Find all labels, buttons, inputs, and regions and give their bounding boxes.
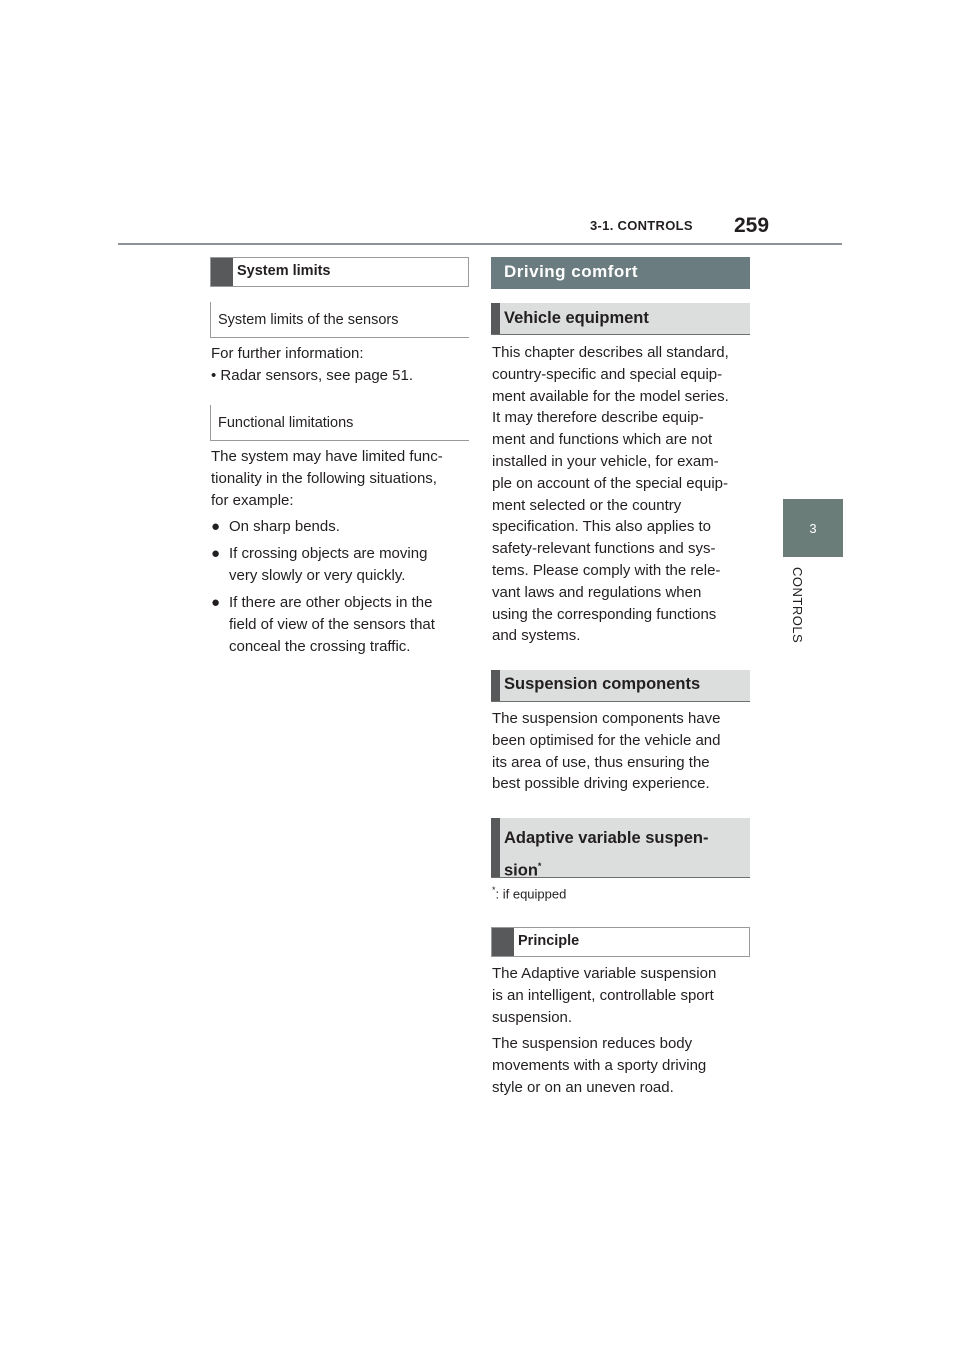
text-line: very slowly or very quickly. [229, 566, 406, 584]
text-line: is an intelligent, controllable sport [492, 986, 714, 1004]
text-line: suspension. [492, 1008, 573, 1026]
text-line: best possible driving experience. [492, 775, 710, 793]
text-line: for example: [211, 491, 294, 509]
header-divider [118, 243, 842, 245]
footnote-text: : if equipped [495, 886, 567, 902]
heading-marker [491, 670, 500, 701]
text-line: movements with a sporty driving [492, 1056, 707, 1074]
heading-marker [211, 258, 233, 286]
further-info-text: For further information: [211, 345, 364, 362]
optional-equipment-marker: * [537, 861, 542, 871]
principle-paragraph-1 [492, 963, 754, 1028]
system-limits-heading [210, 257, 469, 287]
text-line: The system may have limited func- [211, 448, 443, 465]
heading-marker [491, 818, 500, 877]
text-line: specification. This also applies to [492, 518, 712, 536]
text-line: field of view of the sensors that [229, 615, 435, 633]
text-line: On sharp bends. [229, 518, 340, 535]
adaptive-suspension-title [504, 824, 709, 885]
principle-paragraph-2 [492, 1033, 754, 1098]
functional-subheading-text: Functional limitations [218, 415, 354, 431]
sensors-subheading-text: System limits of the sensors [218, 312, 399, 328]
text-line: If crossing objects are moving [229, 545, 428, 562]
text-line: The Adaptive variable suspension [492, 965, 717, 982]
text-line: ment and functions which are not [492, 431, 713, 449]
text-line: ment available for the model series. [492, 387, 729, 405]
text-line: and systems. [492, 627, 581, 645]
limited-intro-paragraph [211, 446, 473, 511]
text-line: The suspension components have [492, 710, 721, 727]
chapter-tab [783, 499, 843, 557]
text-line: its area of use, thus ensuring the [492, 753, 710, 771]
suspension-components-heading [491, 670, 750, 702]
vehicle-equipment-heading [491, 303, 750, 335]
radar-reference: • Radar sensors, see page 51. [211, 367, 414, 384]
text-line: It may therefore describe equip- [492, 409, 704, 427]
text-line: using the corresponding functions [492, 605, 717, 623]
title-line: Adaptive variable suspen- [504, 829, 709, 847]
bullet-icon: ● [211, 545, 221, 562]
system-limits-title: System limits [237, 263, 331, 279]
driving-comfort-heading [491, 257, 750, 289]
text-line: safety-relevant functions and sys- [492, 540, 716, 558]
text-line: conceal the crossing traffic. [229, 637, 411, 655]
bullet-icon: ● [211, 594, 221, 611]
text-line: The suspension reduces body [492, 1035, 693, 1052]
text-line: ment selected or the country [492, 496, 682, 514]
heading-marker [491, 303, 500, 334]
text-line: If there are other objects in the [229, 594, 433, 611]
page-number: 259 [734, 214, 770, 237]
principle-title: Principle [518, 933, 580, 949]
text-line: been optimised for the vehicle and [492, 731, 721, 749]
text-line: style or on an uneven road. [492, 1078, 674, 1096]
vehicle-equipment-paragraph [492, 342, 754, 647]
vehicle-equipment-title: Vehicle equipment [504, 309, 649, 327]
principle-heading [491, 927, 750, 957]
adaptive-suspension-heading [491, 818, 750, 878]
text-line: ple on account of the special equip- [492, 474, 728, 492]
functional-subheading [210, 405, 469, 441]
section-header: 3-1. CONTROLS [590, 218, 693, 233]
text-line: tionality in the following situations, [211, 469, 437, 487]
suspension-components-title: Suspension components [504, 675, 701, 693]
text-line: vant laws and regulations when [492, 583, 702, 601]
text-line: tems. Please comply with the rele- [492, 561, 721, 579]
chapter-tab-label: CONTROLS [790, 567, 805, 644]
sensors-subheading [210, 302, 469, 338]
suspension-paragraph [492, 708, 754, 795]
text-line: installed in your vehicle, for exam- [492, 452, 719, 470]
heading-marker [492, 928, 514, 956]
chapter-number: 3 [809, 520, 817, 536]
driving-comfort-title: Driving comfort [504, 262, 639, 281]
title-line: sion* [504, 861, 542, 880]
footnote-asterisk: * [492, 885, 496, 895]
text-line: country-specific and special equip- [492, 365, 723, 383]
footnote [492, 885, 566, 901]
bullet-icon: ● [211, 518, 221, 535]
text-line: This chapter describes all standard, [492, 344, 729, 361]
